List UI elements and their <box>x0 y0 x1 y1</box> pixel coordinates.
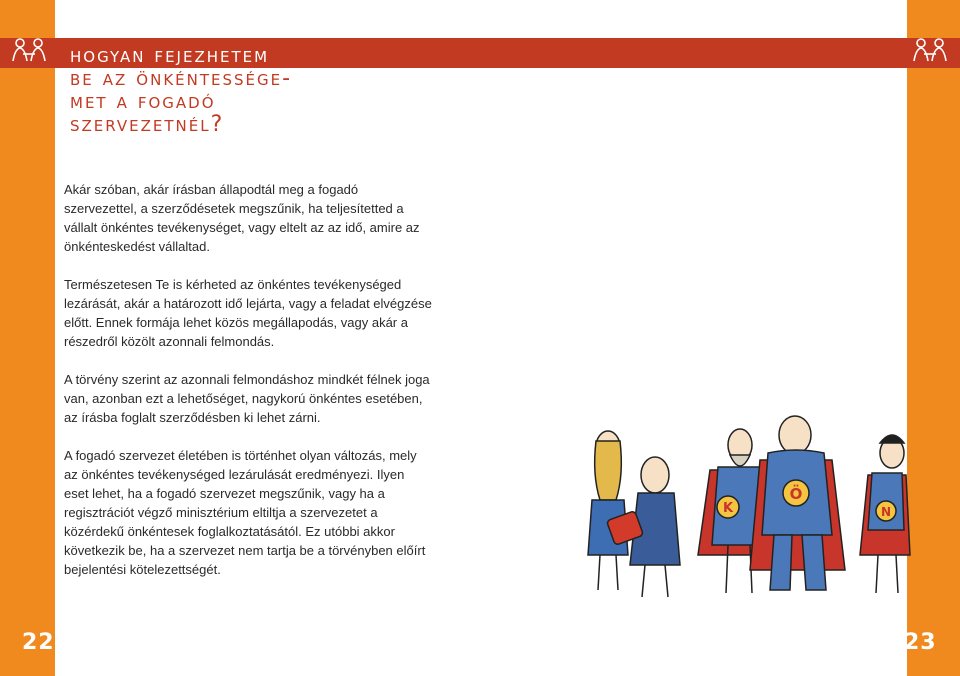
badge-letter: Ö <box>789 485 803 503</box>
page-number-right: 23 <box>904 630 937 655</box>
title-line: szervezetnél? <box>70 112 225 137</box>
title-line: be az önkéntessége- <box>70 66 293 91</box>
title-line: met a fogadó <box>70 89 216 114</box>
paragraph: Természetesen Te is kérheted az önkéntes tevékenységed lezárását, akár a határozott idő lejárta, vagy a feladat elvégzése előtt. Ennek formája lehet közös megállapodás, vagy akár a részedről közölt azonnali felmondás. <box>64 277 432 349</box>
hero-o-head <box>779 416 811 454</box>
paragraph: Akár szóban, akár írásban állapodtál meg a fogadó szervezettel, a szerződésetek megszűnik, ha teljesítetted a vállalt önkéntes tevékenységet, vagy eltelt az az idő, amire az önkénteskedést vállaltad. <box>64 182 420 254</box>
people-logo-icon <box>9 36 49 64</box>
paragraph: A törvény szerint az azonnali felmondáshoz mindkét félnek joga van, azonban ezt a lehetőséget, nagykorú önkéntes esetében, az írásba foglalt szerződésben ki lehet zárni. <box>64 372 430 425</box>
badge-letter: N <box>880 505 892 519</box>
beard <box>730 455 750 466</box>
man-head <box>641 457 669 493</box>
page-title <box>70 44 470 136</box>
woman-hair <box>595 441 622 500</box>
page-number-left: 22 <box>22 630 55 655</box>
left-page-stripe <box>0 0 55 676</box>
people-logo-icon <box>910 36 950 64</box>
paragraph: A fogadó szervezet életében is történhet olyan változás, mely az önkéntes tevékenységed lezárulását eredményezi. Ilyen eset lehet, ha a fogadó szervezet megszűnik, vagy ha a regisztrációt végző minisztérium eltiltja a szervezetet a közérdekű önkéntesek foglalkoztatásától. Ez utóbbi akkor következik be, ha a szervezet nem tartja be a törvényben előírt bejelentési kötelezettségét. <box>64 448 426 577</box>
title-line: hogyan fejezhetem <box>70 43 270 68</box>
body-text <box>64 180 432 598</box>
superhero-cartoon-illustration <box>570 405 915 605</box>
badge-letter: K <box>722 501 734 516</box>
right-header-bar <box>480 38 960 68</box>
